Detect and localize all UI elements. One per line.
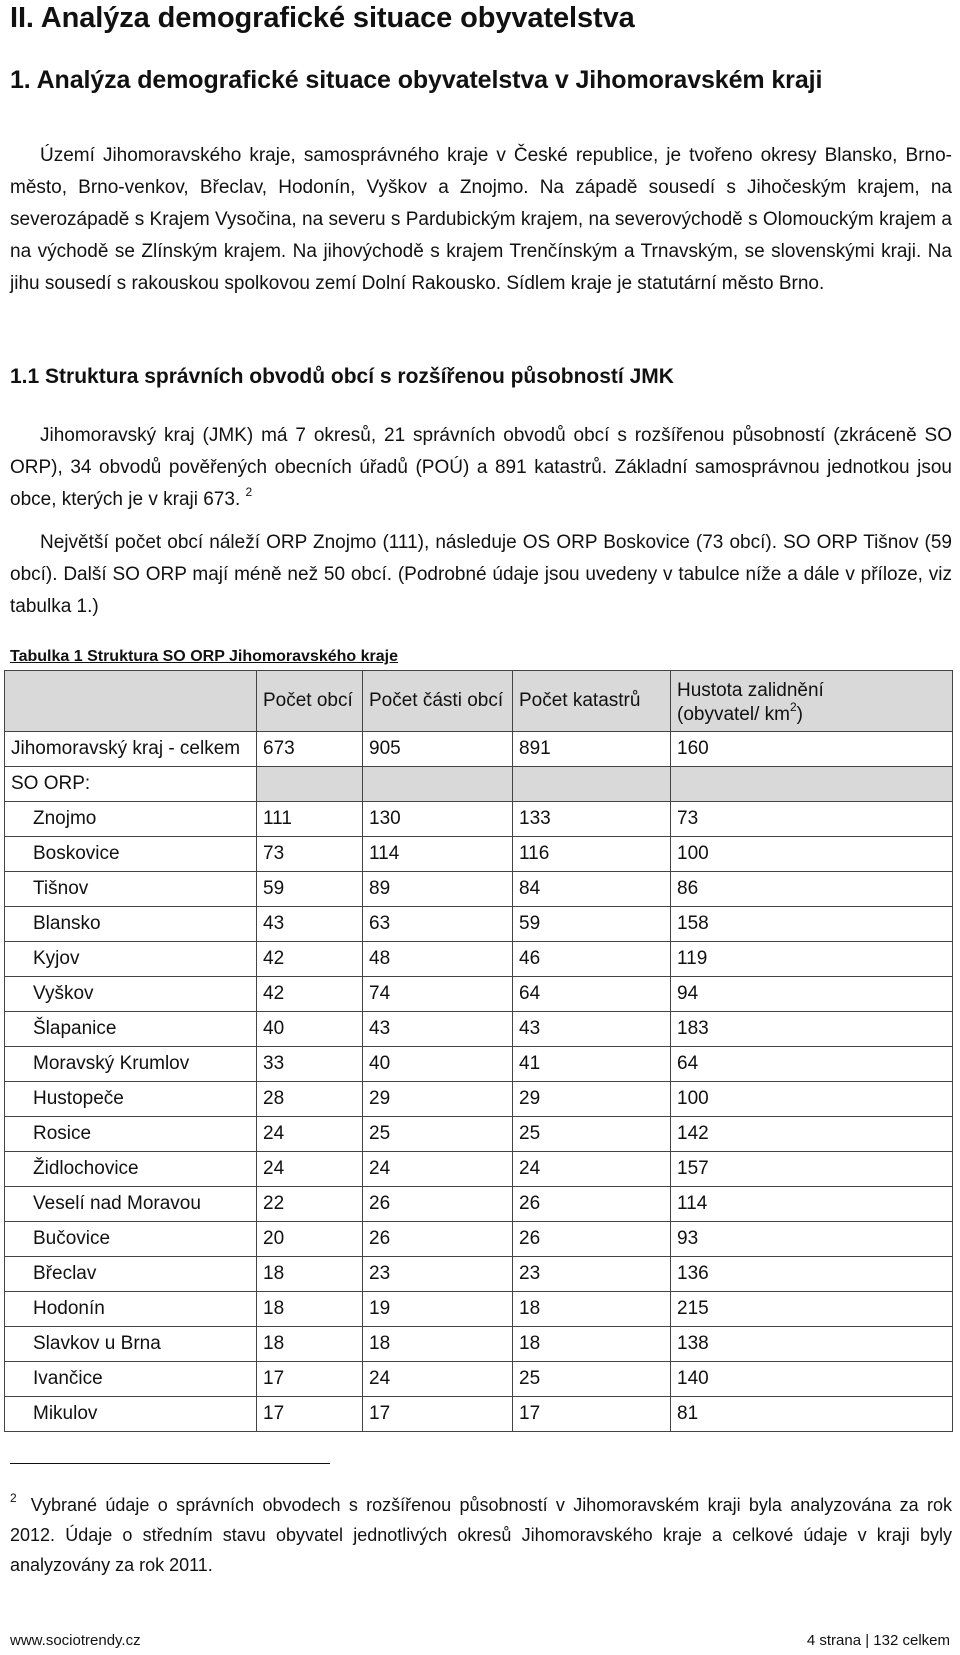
subheading: 1. Analýza demografické situace obyvatelstva v Jihomoravském kraji — [10, 66, 823, 94]
table-cell: 905 — [363, 732, 513, 767]
table-cell: 48 — [363, 942, 513, 977]
table-cell: 29 — [363, 1082, 513, 1117]
table-cell: 26 — [513, 1222, 671, 1257]
largest-orp-paragraph-text: Největší počet obcí náleží ORP Znojmo (111), následuje OS ORP Boskovice (73 obcí). SO ORP Tišnov (59 obcí). Další SO ORP mají méně než 50 obcí. (Podrobné údaje jsou uvedeny v tabulce níže a dále v příloze, viz tabulka 1.) — [10, 532, 952, 617]
table-cell: 64 — [513, 977, 671, 1012]
table-cell: 18 — [363, 1327, 513, 1362]
table-caption: Tabulka 1 Struktura SO ORP Jihomoravského kraje — [10, 648, 398, 665]
empty-cell — [363, 767, 513, 802]
header-density-line2: (obyvatel/ km — [677, 704, 790, 725]
orp-name: Rosice — [5, 1117, 257, 1152]
table-cell: 25 — [513, 1117, 671, 1152]
table-cell: 111 — [257, 802, 363, 837]
table-cell: 20 — [257, 1222, 363, 1257]
table-row — [5, 1047, 953, 1082]
group-label: SO ORP: — [5, 767, 257, 802]
table-cell: 25 — [363, 1117, 513, 1152]
empty-cell — [671, 767, 953, 802]
table-cell: 158 — [671, 907, 953, 942]
table-cell: 22 — [257, 1187, 363, 1222]
table-cell: 157 — [671, 1152, 953, 1187]
table-cell: 116 — [513, 837, 671, 872]
table-cell: 28 — [257, 1082, 363, 1117]
orp-name: Boskovice — [5, 837, 257, 872]
orp-name: Židlochovice — [5, 1152, 257, 1187]
header-density-line1: Hustota zalidnění — [677, 680, 824, 701]
table-cell: 43 — [257, 907, 363, 942]
table-cell: 43 — [513, 1012, 671, 1047]
table-cell: 160 — [671, 732, 953, 767]
table-cell: 18 — [513, 1327, 671, 1362]
orp-name: Tišnov — [5, 872, 257, 907]
table-cell: 891 — [513, 732, 671, 767]
largest-orp-paragraph — [10, 527, 952, 623]
table-cell: 93 — [671, 1222, 953, 1257]
orp-name: Vyškov — [5, 977, 257, 1012]
table-row — [5, 1187, 953, 1222]
table-row — [5, 1292, 953, 1327]
table-cell: 18 — [257, 1257, 363, 1292]
table-cell: 24 — [257, 1117, 363, 1152]
table-cell: 42 — [257, 977, 363, 1012]
table-cell: 24 — [363, 1152, 513, 1187]
table-cell: 64 — [671, 1047, 953, 1082]
footer-page-info: 4 strana | 132 celkem — [806, 1632, 950, 1649]
table-row — [5, 1397, 953, 1432]
table-cell: 142 — [671, 1117, 953, 1152]
table-cell: 114 — [363, 837, 513, 872]
table-header-row — [5, 671, 953, 732]
header-density-sup: 2 — [789, 700, 797, 714]
table-row — [5, 1222, 953, 1257]
table-cell: 89 — [363, 872, 513, 907]
table-cell: 94 — [671, 977, 953, 1012]
structure-paragraph — [10, 420, 952, 516]
orp-name: Bučovice — [5, 1222, 257, 1257]
table-cell: 18 — [257, 1292, 363, 1327]
header-municipality-parts: Počet části obcí — [363, 671, 513, 732]
footnote — [10, 1490, 952, 1580]
table-cell: 84 — [513, 872, 671, 907]
table-row — [5, 977, 953, 1012]
header-empty-cell — [5, 671, 257, 732]
orp-name: Veselí nad Moravou — [5, 1187, 257, 1222]
total-row-label: Jihomoravský kraj - celkem — [5, 732, 257, 767]
table-row — [5, 1327, 953, 1362]
table-row — [5, 802, 953, 837]
orp-name: Blansko — [5, 907, 257, 942]
section-heading: 1.1 Struktura správních obvodů obcí s rozšířenou působností JMK — [10, 365, 674, 388]
table-row — [5, 1152, 953, 1187]
table-cell: 24 — [363, 1362, 513, 1397]
table-cell: 100 — [671, 837, 953, 872]
footnote-text: Vybrané údaje o správních obvodech s rozšířenou působností v Jihomoravském kraji byla analyzována za rok 2012. Údaje o středním stavu obyvatel jednotlivých okresů Jihomoravského kraje a celkové údaje v kraji byly analyzovány za rok 2011. — [10, 1495, 952, 1575]
table-cell: 86 — [671, 872, 953, 907]
table-cell: 673 — [257, 732, 363, 767]
table-cell: 42 — [257, 942, 363, 977]
table-cell: 59 — [513, 907, 671, 942]
table-cell: 74 — [363, 977, 513, 1012]
table-cell: 73 — [257, 837, 363, 872]
header-municipalities: Počet obcí — [257, 671, 363, 732]
table-row — [5, 942, 953, 977]
footnote-reference[interactable]: 2 — [245, 485, 253, 499]
table-cell: 183 — [671, 1012, 953, 1047]
table-cell: 29 — [513, 1082, 671, 1117]
table-cell: 81 — [671, 1397, 953, 1432]
table-row — [5, 872, 953, 907]
table-cell: 114 — [671, 1187, 953, 1222]
table-cell: 23 — [363, 1257, 513, 1292]
table-cell: 46 — [513, 942, 671, 977]
table-cell: 17 — [513, 1397, 671, 1432]
footnote-mark: 2 — [10, 1491, 17, 1505]
table-row — [5, 1362, 953, 1397]
table-cell: 23 — [513, 1257, 671, 1292]
orp-name: Znojmo — [5, 802, 257, 837]
orp-name: Břeclav — [5, 1257, 257, 1292]
table-cell: 33 — [257, 1047, 363, 1082]
table-cell: 25 — [513, 1362, 671, 1397]
orp-name: Slavkov u Brna — [5, 1327, 257, 1362]
table-cell: 133 — [513, 802, 671, 837]
table-cell: 19 — [363, 1292, 513, 1327]
orp-name: Hodonín — [5, 1292, 257, 1327]
orp-name: Mikulov — [5, 1397, 257, 1432]
table-cell: 17 — [363, 1397, 513, 1432]
table-cell: 130 — [363, 802, 513, 837]
table-row — [5, 907, 953, 942]
orp-name: Ivančice — [5, 1362, 257, 1397]
header-cadastres: Počet katastrů — [513, 671, 671, 732]
intro-paragraph — [10, 140, 952, 300]
table-cell: 17 — [257, 1362, 363, 1397]
orp-name: Hustopeče — [5, 1082, 257, 1117]
table-row — [5, 1257, 953, 1292]
footer-website[interactable]: www.sociotrendy.cz — [10, 1632, 141, 1649]
intro-paragraph-text: Území Jihomoravského kraje, samosprávného kraje v České republice, je tvořeno okresy Blansko, Brno-město, Brno-venkov, Břeclav, Hodonín, Vyškov a Znojmo. Na západě sousedí s Jihočeským krajem, na severozápadě s Krajem Vysočina, na severu s Pardubickým krajem, na severovýchodě s Olomouckým krajem a na východě se Zlínským krajem. Na jihovýchodě s krajem Trenčínským a Trnavským, se slovenskými kraji. Na jihu sousedí s rakouskou spolkovou zemí Dolní Rakousko. Sídlem kraje je statutární město Brno. — [10, 145, 952, 294]
table-cell: 43 — [363, 1012, 513, 1047]
table-cell: 215 — [671, 1292, 953, 1327]
table-cell: 119 — [671, 942, 953, 977]
table-cell: 24 — [257, 1152, 363, 1187]
table-cell: 73 — [671, 802, 953, 837]
table-cell: 138 — [671, 1327, 953, 1362]
table-row — [5, 837, 953, 872]
empty-cell — [513, 767, 671, 802]
table-cell: 26 — [363, 1187, 513, 1222]
table-cell: 63 — [363, 907, 513, 942]
orp-name: Moravský Krumlov — [5, 1047, 257, 1082]
table-body — [5, 732, 953, 1432]
table-cell: 100 — [671, 1082, 953, 1117]
table-cell: 17 — [257, 1397, 363, 1432]
table-cell: 18 — [257, 1327, 363, 1362]
table-row — [5, 1117, 953, 1152]
table-cell: 40 — [363, 1047, 513, 1082]
orp-name: Šlapanice — [5, 1012, 257, 1047]
header-density-close: ) — [796, 704, 803, 725]
table-cell: 136 — [671, 1257, 953, 1292]
table-cell: 26 — [513, 1187, 671, 1222]
table-row — [5, 1012, 953, 1047]
main-heading: II. Analýza demografické situace obyvatelstva — [10, 2, 635, 34]
structure-paragraph-text: Jihomoravský kraj (JMK) má 7 okresů, 21 správních obvodů obcí s rozšířenou působností (zkráceně SO ORP), 34 obvodů pověřených obecních úřadů (POÚ) a 891 katastrů. Základní samosprávnou jednotkou jsou obce, kterých je v kraji 673. — [10, 425, 952, 510]
orp-name: Kyjov — [5, 942, 257, 977]
empty-cell — [257, 767, 363, 802]
table-cell: 140 — [671, 1362, 953, 1397]
table-row — [5, 1082, 953, 1117]
group-label-row — [5, 767, 953, 802]
table-cell: 40 — [257, 1012, 363, 1047]
table-cell: 26 — [363, 1222, 513, 1257]
footnote-divider — [10, 1463, 330, 1464]
header-population-density — [671, 671, 953, 732]
table-cell: 24 — [513, 1152, 671, 1187]
table-cell: 59 — [257, 872, 363, 907]
table-cell: 41 — [513, 1047, 671, 1082]
total-row — [5, 732, 953, 767]
orp-structure-table — [4, 670, 953, 1432]
table-cell: 18 — [513, 1292, 671, 1327]
